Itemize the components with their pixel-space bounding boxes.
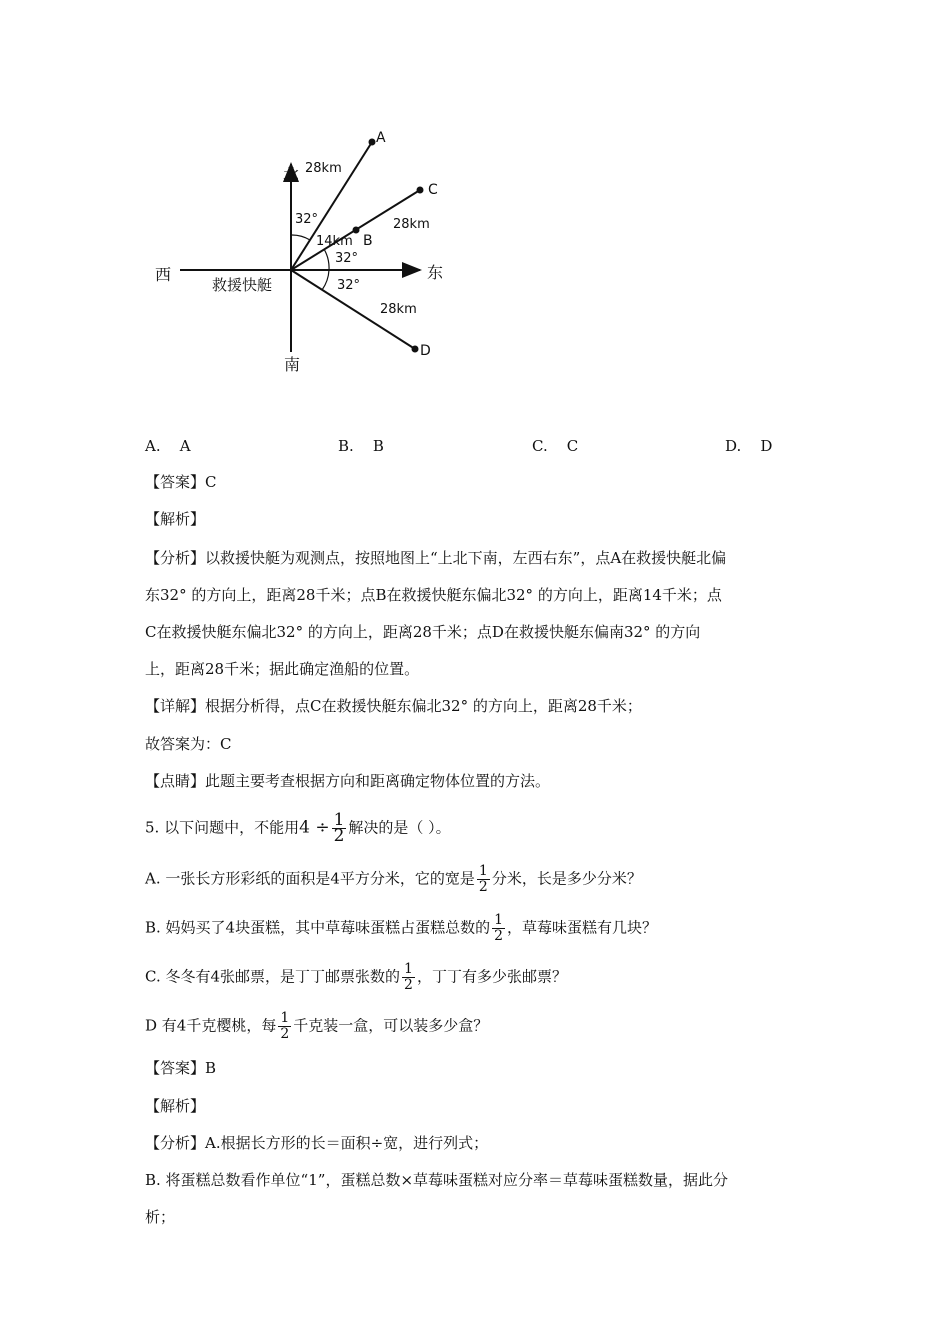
fraction: $\frac{1}{2}$ [404,961,413,993]
distance-a: 28km [305,161,342,176]
q4-analysis-line-4: 上，距离28千米；据此确定渔船的位置。 [145,660,420,678]
direction-diagram [145,120,465,385]
q4-answer: 【答案】C [145,473,217,491]
label-d: D [420,343,431,359]
angle-east-north-label: 32° [335,251,359,266]
option-c: C. C [532,437,579,455]
fraction: $\frac{1}{2}$ [333,810,345,846]
q5-analysis-line-1: 【分析】A.根据长方形的长＝面积÷宽，进行列式； [145,1134,489,1152]
q4-analysis-line-2: 东32° 的方向上，距离28千米；点B在救援快艇东偏北32° 的方向上，距离14千米；点 [145,586,722,604]
fraction: $\frac{1}{2}$ [280,1010,290,1042]
q5-analysis-line-3: 析； [145,1208,176,1226]
q5-option-a: A. 一张长方形彩纸的面积是4平方分米，它的宽是 $\frac{1}{2}$ 分米，长是多少分米？ [145,863,642,895]
distance-d: 28km [380,302,417,317]
q5-analysis-title: 【解析】 [145,1097,206,1115]
q4-analysis-line-1: 【分析】以救援快艇为观测点，按照地图上“上北下南，左西右东”，点A在救援快艇北偏 [145,549,727,567]
fraction: $\frac{1}{2}$ [494,912,504,944]
q5-stem: 5. 以下问题中，不能用4 ÷ $\frac{1}{2}$ 解决的是（ ）。 [145,810,451,846]
point-a [369,139,376,146]
q4-analysis-line-3: C在救援快艇东偏北32° 的方向上，距离28千米；点D在救援快艇东偏南32° 的方向 [145,623,701,641]
q5-analysis-line-2: B. 将蛋糕总数看作单位“1”，蛋糕总数×草莓味蛋糕对应分率＝草莓味蛋糕数量，据此分 [145,1171,729,1189]
q5-option-b: B. 妈妈买了4块蛋糕，其中草莓味蛋糕占蛋糕总数的 $\frac{1}{2}$ ，草莓味蛋糕有几块？ [145,912,658,944]
point-c [417,187,424,194]
fraction: $\frac{1}{2}$ [478,863,488,895]
label-west: 西 [155,265,172,284]
q5-answer: 【答案】B [145,1059,217,1077]
distance-b: 14km [316,234,353,249]
distance-c: 28km [393,217,430,232]
q4-detail: 【详解】根据分析得，点C在救援快艇东偏北32° 的方向上，距离28千米； [145,697,642,715]
q4-analysis-title: 【解析】 [145,510,206,528]
angle-arc-north [291,235,310,240]
q5-option-d: D 有4千克樱桃，每 $\frac{1}{2}$ 千克装一盒，可以装多少盒？ [145,1010,489,1042]
q4-conclusion: 故答案为：C [145,735,232,753]
option-b: B. B [338,437,384,455]
point-d [412,346,419,353]
q4-comment: 【点睛】此题主要考查根据方向和距离确定物体位置的方法。 [145,772,551,790]
direction-figure [145,120,465,385]
option-d: D. D [725,437,773,455]
label-north: 北 [283,165,300,184]
angle-north-label: 32° [295,212,319,227]
label-c: C [428,182,438,198]
label-origin: 救援快艇 [212,276,273,294]
option-a: A. A [145,437,191,455]
label-a: A [376,130,386,146]
label-b: B [363,233,373,249]
point-b [353,227,360,234]
angle-east-south-label: 32° [337,278,361,293]
label-south: 南 [284,355,301,374]
angle-arc-east-north [324,249,329,270]
label-east: 东 [427,263,444,282]
q5-option-c: C. 冬冬有4张邮票，是丁丁邮票张数的 $\frac{1}{2}$ ，丁丁有多少张邮票？ [145,961,567,993]
angle-arc-east-south [322,270,329,290]
